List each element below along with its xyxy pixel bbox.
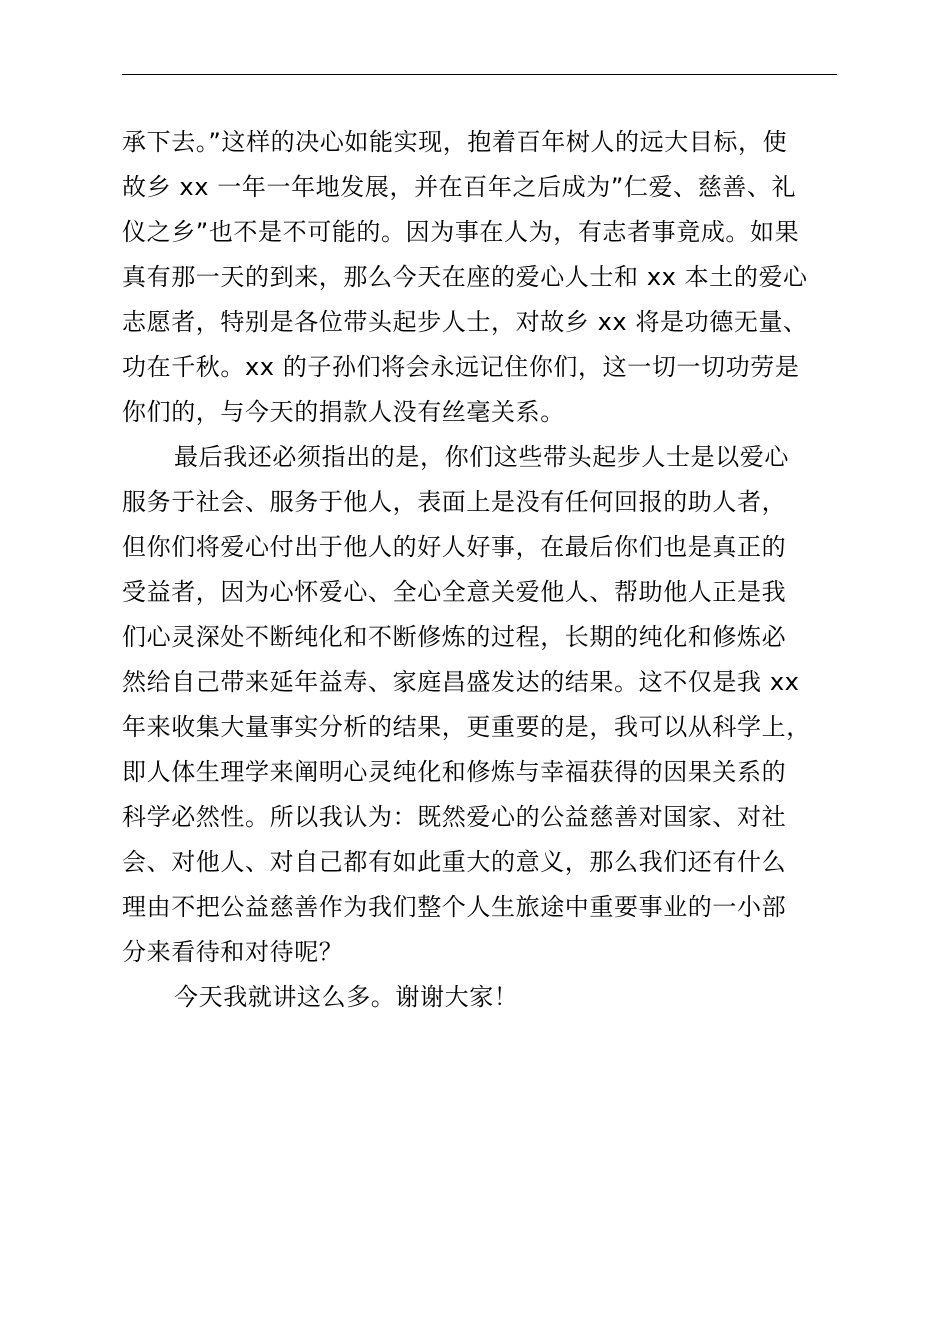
text-line: 你们的，与今天的捐款人没有丝毫关系。	[122, 398, 565, 426]
text-line: 仪之乡”也不是不可能的。因为事在人为，有志者事竟成。如果	[122, 218, 800, 246]
text-line: 年来收集大量事实分析的结果，更重要的是，我可以从科学上，	[122, 713, 811, 741]
text-line: 承下去。”这样的决心如能实现，抱着百年树人的远大目标，使	[122, 128, 788, 156]
text-line: 服务于社会、服务于他人，表面上是没有任何回报的助人者，	[122, 488, 787, 516]
paragraph-2	[122, 435, 842, 975]
text-line: 故乡 xx 一年一年地发展，并在百年之后成为”仁爱、慈善、礼	[122, 173, 797, 201]
paragraph-1	[122, 120, 842, 435]
document-body	[122, 120, 842, 1020]
text-line: 会、对他人、对自己都有如此重大的意义，那么我们还有什么	[122, 848, 787, 876]
text-line: 科学必然性。所以我认为：既然爱心的公益慈善对国家、对社	[122, 803, 787, 831]
text-line: 真有那一天的到来，那么今天在座的爱心人士和 xx 本土的爱心	[122, 263, 808, 291]
text-line: 即人体生理学来阐明心灵纯化和修炼与幸福获得的因果关系的	[122, 758, 787, 786]
text-line: 们心灵深处不断纯化和不断修炼的过程，长期的纯化和修炼必	[122, 623, 787, 651]
text-line: 但你们将爱心付出于他人的好人好事，在最后你们也是真正的	[122, 533, 787, 561]
text-line: 分来看待和对待呢？	[122, 938, 344, 966]
text-line: 功在千秋。xx 的子孙们将会永远记住你们，这一切一切功劳是	[122, 353, 800, 381]
text-line: 理由不把公益慈善作为我们整个人生旅途中重要事业的一小部	[122, 893, 787, 921]
text-line: 志愿者，特别是各位带头起步人士，对故乡 xx 将是功德无量、	[122, 308, 808, 336]
text-line: 受益者，因为心怀爱心、全心全意关爱他人、帮助他人正是我	[122, 578, 787, 606]
header-rule	[122, 74, 837, 75]
paragraph-3	[122, 975, 842, 1020]
text-line: 最后我还必须指出的是，你们这些带头起步人士是以爱心	[174, 443, 789, 471]
text-line: 今天我就讲这么多。谢谢大家！	[174, 983, 519, 1011]
text-line: 然给自己带来延年益寿、家庭昌盛发达的结果。这不仅是我 xx	[122, 668, 800, 696]
